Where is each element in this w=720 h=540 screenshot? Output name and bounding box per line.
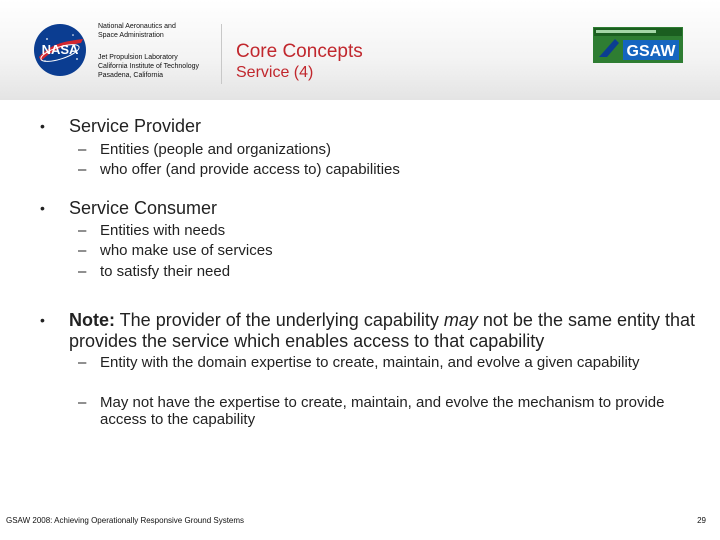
bullet-dot: • xyxy=(40,200,45,216)
sub-bullet-dash: – xyxy=(78,394,87,411)
sub-bullet-dash: – xyxy=(78,242,87,259)
sub-bullet-dash: – xyxy=(78,354,87,371)
sub-bullet-dash: – xyxy=(78,161,87,178)
nasa-logo-text: NASA xyxy=(41,42,79,57)
sub-bullet-text: Entities (people and organizations) xyxy=(100,141,331,158)
note-part-1: The provider of the underlying capability xyxy=(115,310,444,330)
sub-bullet-dash: – xyxy=(78,141,87,158)
gsaw-logo-icon xyxy=(593,27,683,63)
lab-line-1: Jet Propulsion Laboratory xyxy=(98,54,178,61)
organization-info xyxy=(98,22,228,80)
bullet-text: Service Provider xyxy=(69,116,202,136)
sub-bullet-dash: – xyxy=(78,222,87,239)
sub-bullet-text: May not have the expertise to create, maintain, and evolve the mechanism to provide access to the capability xyxy=(100,394,665,428)
org-line-2: Space Administration xyxy=(98,32,164,39)
footer-text: GSAW 2008: Achieving Operationally Responsive Ground Systems xyxy=(6,516,245,525)
slide-header xyxy=(0,0,720,100)
page-number: 29 xyxy=(697,516,706,525)
gsaw-logo-text: GSAW xyxy=(626,43,676,60)
note-text xyxy=(69,310,719,352)
sub-bullet-text: Entities with needs xyxy=(100,222,226,239)
sub-bullet-text: Entity with the domain expertise to create, maintain, and evolve a given capability xyxy=(100,354,640,371)
note-label: Note: xyxy=(69,310,115,330)
header-divider xyxy=(221,24,222,84)
sub-bullet-text: who make use of services xyxy=(100,242,273,259)
lab-line-2: California Institute of Technology xyxy=(98,63,200,70)
sub-bullet-text: to satisfy their need xyxy=(100,263,231,280)
nasa-logo-icon xyxy=(33,23,87,77)
bullet-dot: • xyxy=(40,312,45,328)
org-line-1: National Aeronautics and xyxy=(98,23,176,30)
bullet-text: Service Consumer xyxy=(69,198,218,218)
bullet-dot: • xyxy=(40,118,45,134)
lab-line-3: Pasadena, California xyxy=(98,72,163,79)
slide-subtitle: Service (4) xyxy=(236,64,314,81)
note-emphasis: may xyxy=(443,310,478,330)
slide-title: Core Concepts xyxy=(236,41,363,62)
sub-bullet-text: who offer (and provide access to) capabilities xyxy=(100,161,400,178)
note-part-2: not be the same entity that provides the service which enables access to that capability xyxy=(69,310,696,351)
sub-bullet-dash: – xyxy=(78,263,87,280)
